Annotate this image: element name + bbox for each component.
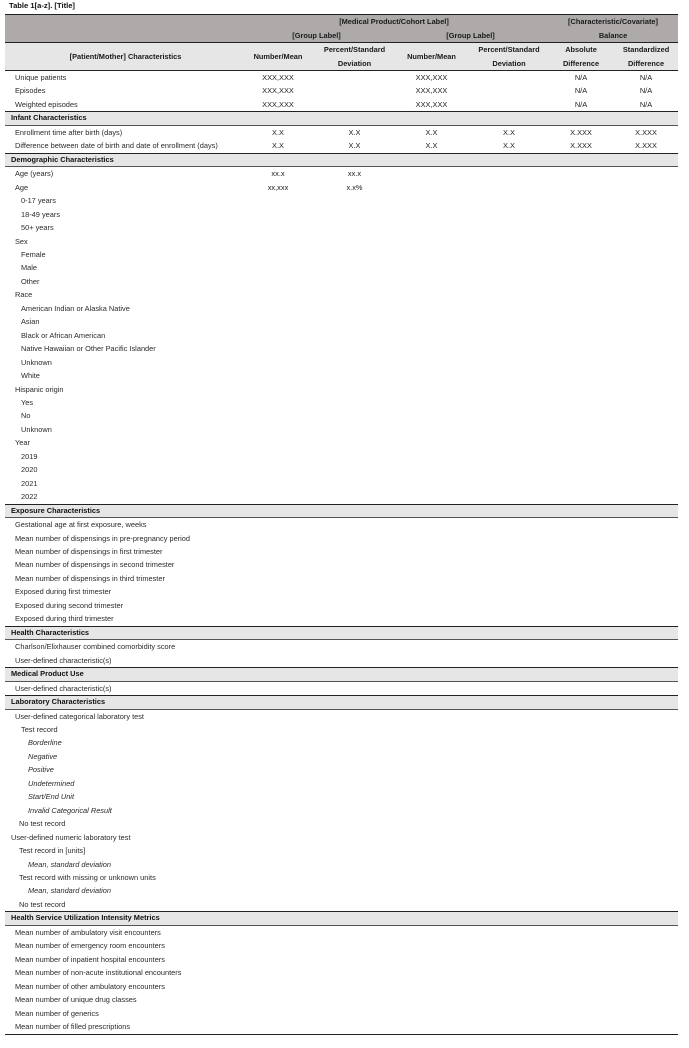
row-label: Mean, standard deviation <box>28 859 111 869</box>
section-title: Exposure Characteristics <box>5 504 678 518</box>
row-label: Enrollment time after birth (days) <box>15 127 123 137</box>
row-label: Exposed during first trimester <box>15 587 112 597</box>
cell: x.x% <box>346 182 363 192</box>
row-label: Mean number of dispensings in pre-pregnancy period <box>15 533 191 543</box>
table-row <box>5 235 678 248</box>
row-label: Other <box>21 276 40 286</box>
table-row <box>5 288 678 301</box>
table-row <box>5 477 678 490</box>
table-row <box>5 194 678 207</box>
row-label: Mean number of non-acute institutional encounters <box>15 968 182 978</box>
cell <box>548 181 614 194</box>
table-row <box>5 518 678 532</box>
cell: N/A <box>574 73 588 82</box>
row-label: Native Hawaiian or Other Pacific Islander <box>21 344 156 354</box>
cell <box>316 98 393 112</box>
cell: X.X <box>348 127 361 137</box>
row-label: No test record <box>19 899 66 909</box>
row-label: User-defined characteristic(s) <box>15 683 112 693</box>
cell: X.XXX <box>635 127 657 137</box>
cell <box>470 84 548 97</box>
cell: XXX,XXX <box>415 99 448 109</box>
table-row <box>5 939 678 952</box>
cell: X.X <box>272 141 284 151</box>
section-header-exposure <box>5 504 678 518</box>
row-label: Episodes <box>15 86 46 96</box>
table-row <box>5 342 678 355</box>
section-title: Medical Product Use <box>5 668 678 682</box>
table-row <box>5 71 678 85</box>
table-row <box>5 125 678 139</box>
table-row <box>5 181 678 194</box>
table-row <box>5 817 678 830</box>
row-label: Year <box>15 438 30 448</box>
cell: xx.x <box>347 169 362 179</box>
row-label: No <box>21 411 31 421</box>
row-label: Test record with missing or unknown units <box>19 873 156 883</box>
header-blank <box>5 15 240 29</box>
cell: X.XXX <box>635 141 657 151</box>
row-label: 2022 <box>21 492 38 502</box>
row-label: 50+ years <box>21 223 54 233</box>
row-label: Mean number of filled prescriptions <box>5 1020 678 1034</box>
cell: N/A <box>639 86 653 96</box>
row-label: Mean number of generics <box>15 1008 99 1018</box>
row-label: Test record <box>21 725 58 735</box>
table-row <box>5 558 678 571</box>
cohort-label-header: [Medical Product/Cohort Label] <box>240 15 548 29</box>
section-title: Health Characteristics <box>5 626 678 640</box>
group-label-header-1: [Group Label] <box>240 29 393 43</box>
table-row <box>5 139 678 153</box>
table-row <box>5 409 678 422</box>
cell: X.X <box>272 127 284 137</box>
column-header: Number/Mean <box>393 43 470 71</box>
table-row <box>5 450 678 463</box>
row-label: Borderline <box>28 738 62 748</box>
cell <box>470 98 548 112</box>
section-header-infant <box>5 112 678 126</box>
row-label: 2021 <box>21 478 38 488</box>
section-header-demographic <box>5 153 678 167</box>
row-label: Age (years) <box>15 169 54 179</box>
table-row <box>5 572 678 585</box>
cell <box>316 71 393 85</box>
row-label: No test record <box>19 819 66 829</box>
balance-header: Balance <box>548 29 678 43</box>
table-row <box>5 436 678 449</box>
row-label: Test record in [units] <box>19 846 86 856</box>
row-label: Exposed during second trimester <box>15 600 124 610</box>
cell <box>614 167 678 181</box>
table-row <box>5 463 678 476</box>
section-header-health <box>5 626 678 640</box>
column-header: Number/Mean <box>240 43 316 71</box>
row-label: Positive <box>28 765 54 775</box>
table-row <box>5 790 678 803</box>
row-label: Mean number of dispensings in second trimester <box>15 560 175 570</box>
section-header-utilization <box>5 912 678 926</box>
cell <box>614 181 678 194</box>
table-row <box>5 221 678 234</box>
table-row <box>5 654 678 668</box>
column-header: Standardized Difference <box>614 43 678 71</box>
row-label: Asian <box>21 317 40 327</box>
row-label: Invalid Categorical Result <box>28 805 112 815</box>
row-label: Gestational age at first exposure, weeks <box>15 520 147 530</box>
row-label: 18-49 years <box>21 209 61 219</box>
balance-label-header: [Characteristic/Covariate] <box>548 15 678 29</box>
cell: X.X <box>425 141 438 151</box>
table-row <box>5 993 678 1006</box>
row-label: Mean, standard deviation <box>28 886 111 896</box>
cell: X.XXX <box>570 141 592 151</box>
column-header: Percent/Standard Deviation <box>470 43 548 71</box>
cell: XXX,XXX <box>415 86 448 96</box>
row-label: Age <box>15 182 29 192</box>
table-row <box>5 898 678 912</box>
table-row <box>5 356 678 369</box>
table-row <box>5 723 678 736</box>
cell: X.X <box>503 141 515 151</box>
table-body <box>5 71 678 1035</box>
table-row <box>5 736 678 749</box>
table-title: Table 1[a-z]. [Title] <box>9 1 75 10</box>
row-label: User-defined numeric laboratory test <box>11 832 131 842</box>
table-row <box>5 261 678 274</box>
group-label-header-2: [Group Label] <box>393 29 548 43</box>
row-label-header: [Patient/Mother] Characteristics <box>5 43 240 71</box>
table-row <box>5 545 678 558</box>
row-label: 2020 <box>21 465 38 475</box>
row-label: Mean number of dispensings in first trimester <box>15 547 163 556</box>
table-row <box>5 681 678 695</box>
table-row <box>5 315 678 328</box>
table-row <box>5 275 678 288</box>
header-blank <box>5 29 240 43</box>
cell: N/A <box>574 86 588 96</box>
table-row <box>5 84 678 97</box>
table-row <box>5 777 678 790</box>
row-label: 0-17 years <box>21 196 56 206</box>
row-label: Charlson/Elixhauser combined comorbidity score <box>15 642 176 652</box>
cell: XXX,XXX <box>415 73 448 82</box>
table-row <box>5 599 678 612</box>
section-header-laboratory <box>5 696 678 710</box>
table-row <box>5 423 678 436</box>
table-row <box>5 871 678 884</box>
table-row <box>5 640 678 654</box>
row-label: Sex <box>15 236 28 246</box>
row-label: Difference between date of birth and date of enrollment (days) <box>15 141 218 151</box>
table-row <box>5 396 678 409</box>
cell <box>393 181 470 194</box>
table-row <box>5 831 678 844</box>
column-header: Percent/Standard Deviation <box>316 43 393 71</box>
section-header-medical-product-use <box>5 668 678 682</box>
row-label: Mean number of unique drug classes <box>15 995 137 1005</box>
row-label: Weighted episodes <box>15 99 78 109</box>
section-title: Infant Characteristics <box>5 112 678 126</box>
table-row <box>5 804 678 817</box>
row-label: Undetermined <box>28 778 75 788</box>
row-label: Start/End Unit <box>28 792 75 802</box>
table-row <box>5 208 678 221</box>
table-row <box>5 167 678 181</box>
cell <box>470 71 548 85</box>
row-label: Unique patients <box>15 73 67 82</box>
cell: xx,xxx <box>267 182 289 192</box>
cell: X.X <box>348 141 361 151</box>
row-label: 2019 <box>21 451 38 461</box>
cell <box>470 167 548 181</box>
table-row <box>5 925 678 939</box>
table-row <box>5 302 678 315</box>
row-label: White <box>21 371 40 381</box>
row-label: American Indian or Alaska Native <box>21 303 130 313</box>
row-label: Hispanic origin <box>15 384 64 394</box>
row-label: Mean number of emergency room encounters <box>15 941 165 951</box>
section-title: Health Service Utilization Intensity Metrics <box>5 912 678 926</box>
cell: XXX,XXX <box>262 99 294 109</box>
section-title: Laboratory Characteristics <box>5 696 678 710</box>
table-row <box>5 709 678 723</box>
row-label: Exposed during third trimester <box>15 614 114 624</box>
cell: X.X <box>503 127 515 137</box>
row-label: Female <box>21 249 46 259</box>
table-row <box>5 1007 678 1020</box>
cell: N/A <box>639 73 653 82</box>
cell <box>393 167 470 181</box>
row-label: Race <box>15 290 33 300</box>
row-label: Mean number of ambulatory visit encounters <box>15 927 161 937</box>
row-label: Negative <box>28 751 58 761</box>
cell <box>548 167 614 181</box>
table-row <box>5 884 678 897</box>
table-row <box>5 585 678 598</box>
row-label: Mean number of dispensings in third trimester <box>15 573 165 583</box>
characteristics-table <box>5 14 678 1035</box>
cell <box>470 181 548 194</box>
cell: N/A <box>574 99 588 109</box>
cell <box>316 84 393 97</box>
row-label: Unknown <box>21 424 52 434</box>
table-row <box>5 844 678 857</box>
table-row <box>5 612 678 626</box>
cell: X.X <box>425 127 438 137</box>
table-row <box>5 966 678 979</box>
cell: X.XXX <box>570 127 592 137</box>
cell: N/A <box>639 99 653 109</box>
table-row <box>5 329 678 342</box>
row-label: Mean number of inpatient hospital encounters <box>15 954 165 964</box>
table-row <box>5 953 678 966</box>
table-row <box>5 858 678 871</box>
table-row <box>5 98 678 112</box>
table-row <box>5 248 678 261</box>
row-label: Mean number of other ambulatory encounters <box>15 981 165 991</box>
column-header: Absolute Difference <box>548 43 614 71</box>
row-label: User-defined characteristic(s) <box>15 655 112 665</box>
table-row <box>5 1020 678 1034</box>
section-title: Demographic Characteristics <box>5 153 678 167</box>
cell: xx.x <box>271 169 285 179</box>
row-label: User-defined categorical laboratory test <box>15 711 144 721</box>
table-row <box>5 980 678 993</box>
row-label: Black or African American <box>21 330 106 340</box>
table-row <box>5 383 678 396</box>
row-label: Male <box>21 263 38 273</box>
cell: XXX,XXX <box>262 86 294 96</box>
table-row <box>5 763 678 776</box>
table-row <box>5 490 678 504</box>
cell: XXX,XXX <box>262 73 294 82</box>
row-label: Yes <box>21 397 34 407</box>
table-row <box>5 532 678 545</box>
row-label: Unknown <box>21 357 52 367</box>
table-row <box>5 369 678 382</box>
table-row <box>5 750 678 763</box>
